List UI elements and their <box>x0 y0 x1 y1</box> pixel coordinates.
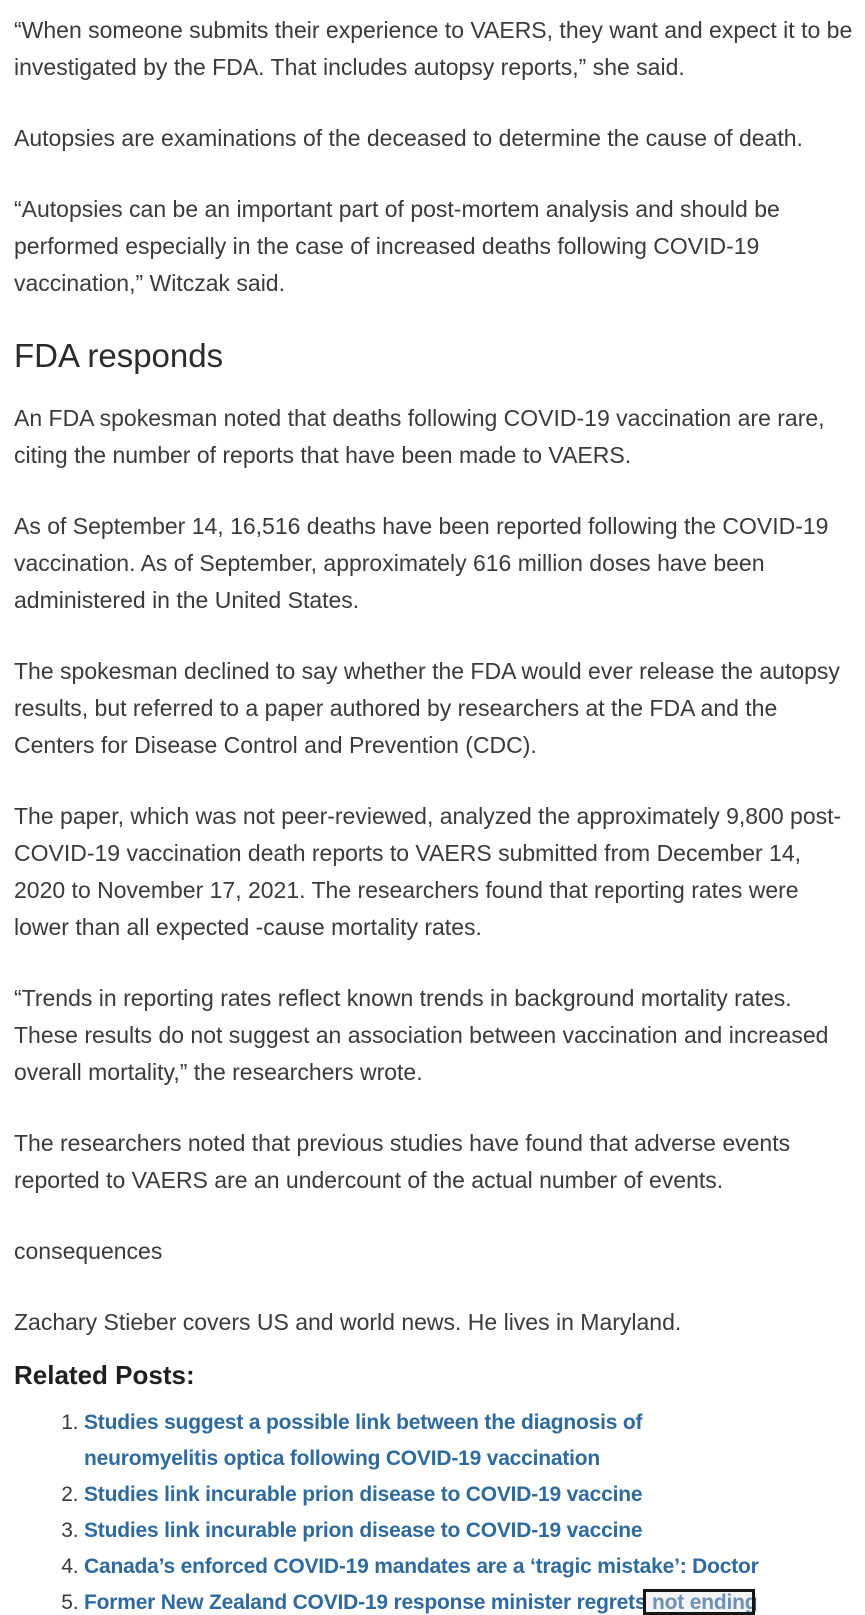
partial-overlay-box <box>643 1589 755 1615</box>
tag-text: consequences <box>14 1238 163 1264</box>
related-post-link-2[interactable]: Studies link incurable prion disease to COVID-19 vaccine <box>84 1483 643 1506</box>
related-post-link-3[interactable]: Studies link incurable prion disease to COVID-19 vaccine <box>84 1519 643 1542</box>
paragraph-researchers-quote: “Trends in reporting rates reflect known trends in background mortality rates. These results do not suggest an association between vaccination and increased overall mortality,” the researchers wrote. <box>14 985 829 1085</box>
related-posts-list <box>14 1405 853 1615</box>
related-post-item <box>84 1477 853 1513</box>
related-post-item <box>84 1549 853 1585</box>
paragraph-quote-witczak: “Autopsies can be an important part of post-mortem analysis and should be performed especially in the case of increased deaths following COVID-19 vaccination,” Witczak said. <box>14 196 780 296</box>
related-post-link-5[interactable]: Former New Zealand COVID-19 response minister regrets not ending <box>84 1591 758 1614</box>
paragraph-paper-analysis: The paper, which was not peer-reviewed, analyzed the approximately 9,800 post-COVID-19 vaccination death reports to VAERS submitted from December 14, 2020 to November 17, 2021. The researchers found that reporting rates were lower than all expected -cause mortality rates. <box>14 803 842 940</box>
paragraph-death-counts: As of September 14, 16,516 deaths have been reported following the COVID-19 vaccination. As of September, approximately 616 million doses have been administered in the United States. <box>14 513 829 613</box>
related-post-item <box>84 1513 853 1549</box>
related-post-link-1[interactable]: Studies suggest a possible link between the diagnosis of neuromyelitis optica following COVID-19 vaccination <box>84 1411 643 1470</box>
author-bio: Zachary Stieber covers US and world news. He lives in Maryland. <box>14 1309 682 1335</box>
section-heading-fda-responds: FDA responds <box>14 337 224 374</box>
paragraph-undercount-note: The researchers noted that previous studies have found that adverse events reported to VAERS are an undercount of the actual number of events. <box>14 1130 791 1193</box>
related-post-item <box>84 1405 774 1477</box>
paragraph-fda-spokesman: An FDA spokesman noted that deaths following COVID-19 vaccination are rare, citing the number of reports that have been made to VAERS. <box>14 405 825 468</box>
related-post-link-4[interactable]: Canada’s enforced COVID-19 mandates are a ‘tragic mistake’: Doctor <box>84 1555 759 1578</box>
paragraph-autopsies-definition: Autopsies are examinations of the deceased to determine the cause of death. <box>14 125 803 151</box>
paragraph-quote-vaers: “When someone submits their experience to VAERS, they want and expect it to be investigated by the FDA. That includes autopsy reports,” she said. <box>14 17 853 80</box>
related-posts-heading: Related Posts: <box>14 1360 195 1390</box>
paragraph-spokesman-declined: The spokesman declined to say whether the FDA would ever release the autopsy results, but referred to a paper authored by researchers at the FDA and the Centers for Disease Control and Prevention (CDC). <box>14 658 840 758</box>
